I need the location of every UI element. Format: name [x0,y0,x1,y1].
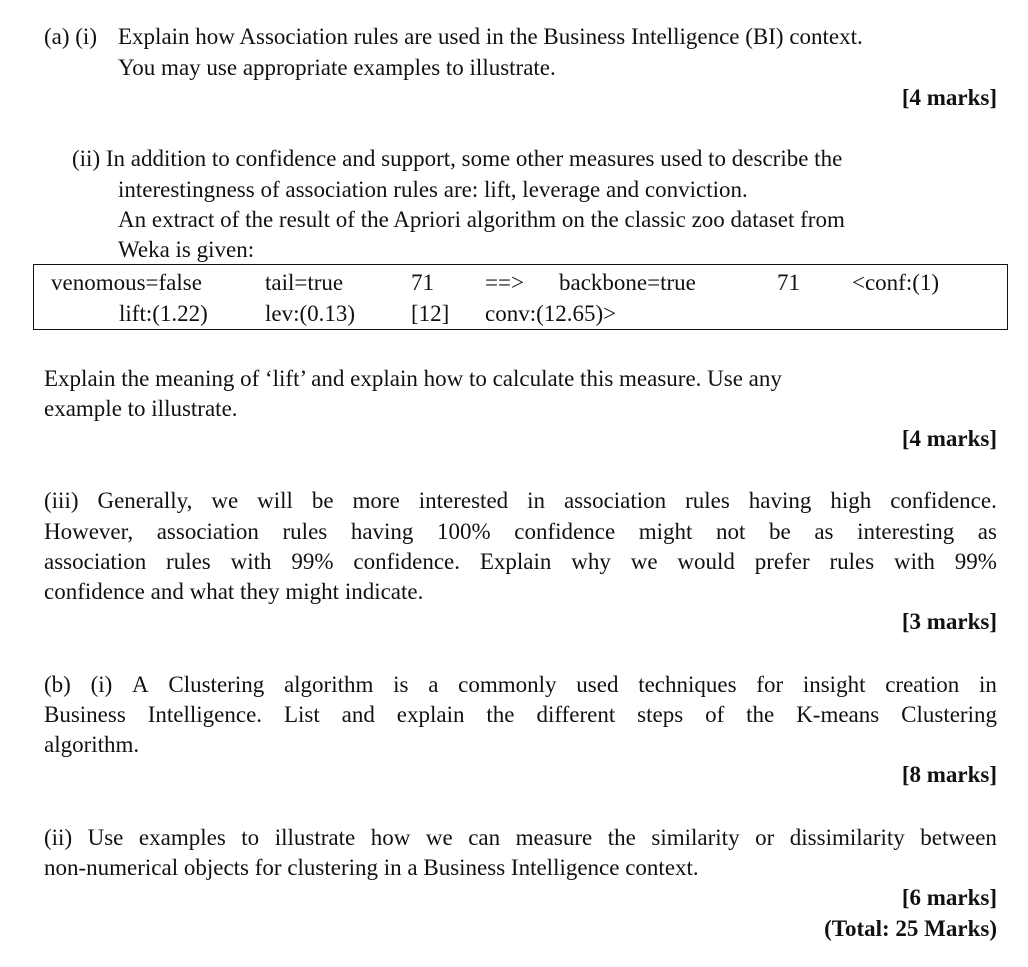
word: the [607,825,636,850]
part-a-i-line1: Explain how Association rules are used in the Business Intelligence (BI) context. [118,24,863,49]
word: steps [637,702,684,727]
word: 99% [954,549,997,574]
word: and [341,702,375,727]
word: (b) [44,672,71,697]
word: how [370,825,411,850]
part-b-i-marks: [8 marks] [901,762,997,787]
word: in [527,488,545,513]
word: prefer [754,549,810,574]
word: for [756,672,784,697]
word: Clustering [901,702,997,727]
part-a-iii-line2 [44,517,997,547]
word: examples [138,825,226,850]
word: (i) [90,672,113,697]
word: However, [44,519,134,544]
word: algorithm [283,672,374,697]
word: (iii) [44,488,79,513]
word: confidence. [890,488,997,513]
weka-confidence: <conf:(1) [852,270,940,295]
word: insight [802,672,866,697]
part-a-ii-question-line1: Explain the meaning of ‘lift’ and explain how to calculate this measure. Use any [44,366,782,391]
part-a-iii-line3 [44,547,997,577]
part-b-i-line2 [44,700,997,730]
word: Intelligence. [147,702,263,727]
weka-antecedent-1: venomous=false [51,270,202,295]
word: why [571,549,611,574]
word: rules [166,549,211,574]
part-b-ii-line1 [44,823,997,853]
word: (ii) [44,825,73,850]
word: we [211,488,239,513]
word: Explain [479,549,552,574]
word: different [536,702,616,727]
part-a-i-label: (a) (i) [44,24,97,49]
word: association [156,519,259,544]
weka-consequent: backbone=true [559,270,696,295]
word: techniques [638,672,737,697]
weka-implies-arrow: ==> [485,270,524,295]
word: interested [418,488,509,513]
word: of [705,702,725,727]
word: with [894,549,935,574]
weka-leverage-count: [12] [411,301,450,326]
word: 100% [437,519,491,544]
word: Business [44,702,126,727]
part-a-ii-question-line2: example to illustrate. [44,396,238,421]
word: we [425,825,453,850]
part-a-i-line2: You may use appropriate examples to illustrate. [118,55,556,80]
part-b-ii-marks: [6 marks] [901,885,997,910]
total-marks: (Total: 25 Marks) [824,916,997,941]
word: be [769,519,791,544]
weka-antecedent-2: tail=true [265,270,344,295]
word: not [716,519,746,544]
word: confidence. [353,549,460,574]
word: is [393,672,409,697]
word: or [755,825,775,850]
word: K-means [796,702,880,727]
word: will [257,488,293,513]
word: association [44,549,147,574]
part-a-iii-line4: confidence and what they might indicate. [44,579,424,604]
part-a-ii-marks: [4 marks] [901,426,997,451]
word: measure [515,825,593,850]
word: confidence [514,519,616,544]
word: A [132,672,149,697]
word: high [830,488,872,513]
part-a-iii-marks: [3 marks] [901,609,997,634]
part-b-i-line3: algorithm. [44,732,140,757]
word: the [746,702,775,727]
word: having [748,488,812,513]
word: as [977,519,997,544]
weka-output-box [33,264,1008,330]
word: List [283,702,320,727]
word: we [630,549,658,574]
word: to [241,825,260,850]
part-a-ii-line3: An extract of the result of the Apriori algorithm on the classic zoo dataset from [118,207,845,232]
word: commonly [458,672,557,697]
word: interesting [857,519,955,544]
word: can [468,825,501,850]
part-a-ii-line1: (ii) In addition to confidence and support, some other measures used to describe the [72,146,843,171]
word: between [920,825,997,850]
word: be [311,488,334,513]
word: creation [885,672,960,697]
part-b-i-line1 [44,670,997,700]
word: as [814,519,834,544]
weka-leverage: lev:(0.13) [265,301,356,326]
word: 99% [291,549,334,574]
part-b-ii-line2: non-numerical objects for clustering in a Business Intelligence context. [44,855,699,880]
part-a-i-marks: [4 marks] [901,85,997,110]
word: more [352,488,400,513]
part-a-ii-line4: Weka is given: [118,237,255,262]
weka-lift: lift:(1.22) [119,301,208,326]
word: rules [829,549,875,574]
word: illustrate [274,825,356,850]
word: Clustering [168,672,265,697]
word: might [638,519,693,544]
word: explain [396,702,465,727]
part-a-ii-line2: interestingness of association rules are: lift, leverage and conviction. [118,177,748,202]
word: having [350,519,414,544]
word: used [576,672,619,697]
word: Use [87,825,124,850]
word: association [563,488,667,513]
word: Generally, [97,488,193,513]
word: with [230,549,272,574]
part-a-iii-line1 [44,486,997,516]
weka-conviction: conv:(12.65)> [485,301,617,326]
word: in [979,672,997,697]
word: would [677,549,735,574]
word: similarity [651,825,740,850]
word: a [428,672,439,697]
word: rules [282,519,328,544]
weka-consequent-count: 71 [777,270,800,295]
weka-antecedent-count: 71 [411,270,434,295]
word: rules [685,488,730,513]
word: dissimilarity [789,825,905,850]
word: the [486,702,515,727]
